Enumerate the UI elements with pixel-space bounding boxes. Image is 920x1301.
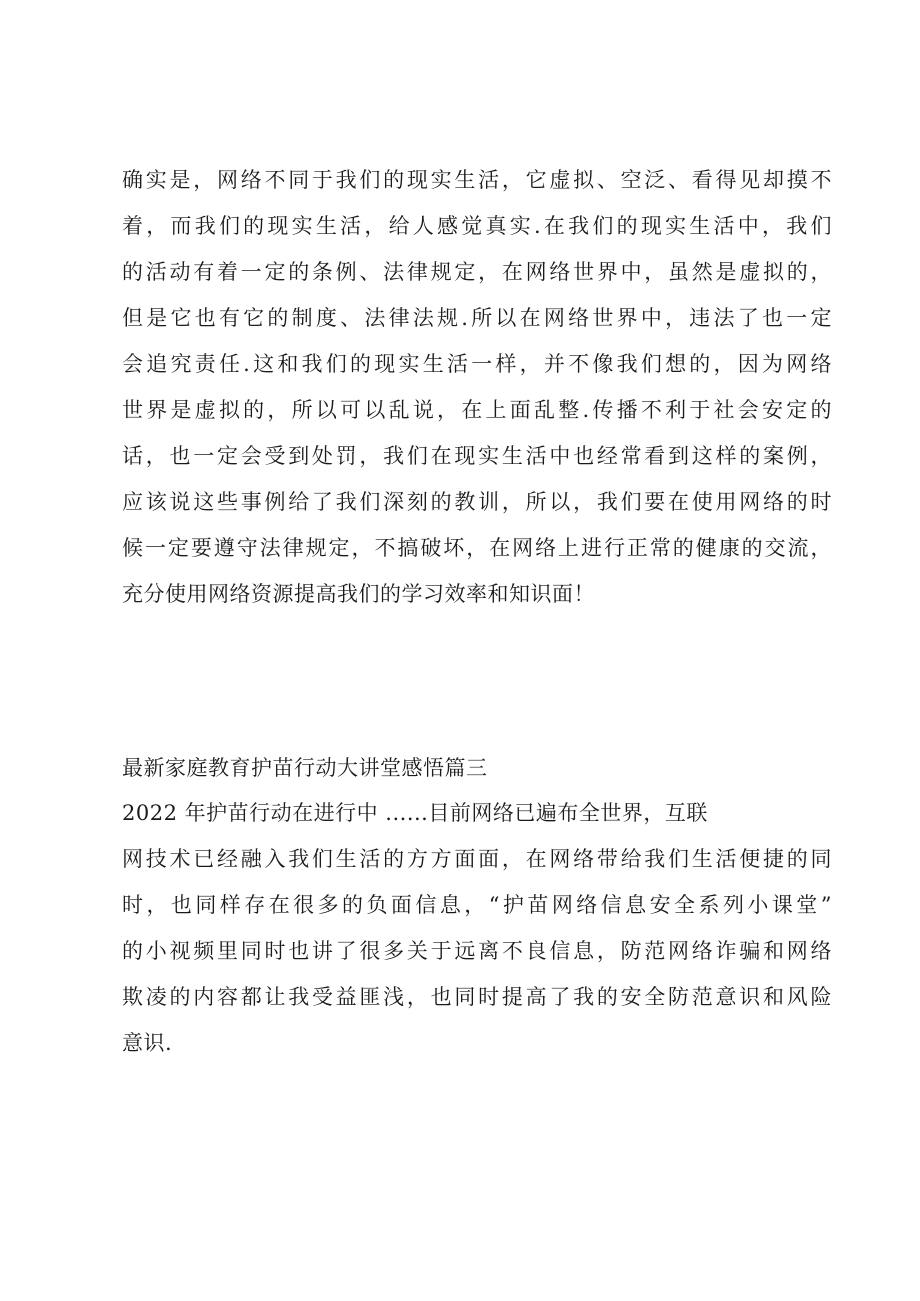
paragraph-2 bbox=[122, 790, 832, 1066]
paragraph-line: 2022 年护苗行动在进行中 ......目前网络已遍布全世界，互联 bbox=[122, 801, 708, 825]
paragraph-line: 会追究责任.这和我们的现实生活一样，并不像我们想的，因为网络 bbox=[122, 352, 832, 376]
paragraph-line: 欺凌的内容都让我受益匪浅，也同时提高了我的安全防范意识和风险 bbox=[122, 985, 832, 1009]
paragraph-line: 确实是，网络不同于我们的现实生活，它虚拟、空泛、看得见却摸不 bbox=[122, 168, 832, 192]
paragraph-line: 时，也同样存在很多的负面信息，“护苗网络信息安全系列小课堂” bbox=[122, 893, 832, 917]
paragraph-line: 网技术已经融入我们生活的方方面面，在网络带给我们生活便捷的同 bbox=[122, 847, 832, 871]
paragraph-line: 充分使用网络资源提高我们的学习效率和知识面！ bbox=[122, 582, 595, 606]
section-heading bbox=[122, 745, 832, 791]
paragraph-line: 着，而我们的现实生活，给人感觉真实.在我们的现实生活中，我们 bbox=[122, 214, 832, 238]
paragraph-line: 但是它也有它的制度、法律法规.所以在网络世界中，违法了也一定 bbox=[122, 306, 832, 330]
paragraph-line: 的活动有着一定的条例、法律规定，在网络世界中，虽然是虚拟的， bbox=[122, 260, 832, 284]
paragraph-line: 候一定要遵守法律规定，不搞破坏，在网络上进行正常的健康的交流， bbox=[122, 536, 832, 560]
paragraph-line: 的小视频里同时也讲了很多关于远离不良信息，防范网络诈骗和网络 bbox=[122, 939, 832, 963]
paragraph-line: 应该说这些事例给了我们深刻的教训，所以，我们要在使用网络的时 bbox=[122, 490, 832, 514]
paragraph-line: 意识. bbox=[122, 1031, 173, 1055]
paragraph-line: 话，也一定会受到处罚，我们在现实生活中也经常看到这样的案例， bbox=[122, 444, 832, 468]
section-heading-text: 最新家庭教育护苗行动大讲堂感悟篇三 bbox=[122, 756, 488, 780]
paragraph-line: 世界是虚拟的，所以可以乱说，在上面乱整.传播不利于社会安定的 bbox=[122, 398, 832, 422]
paragraph-1 bbox=[122, 157, 832, 617]
